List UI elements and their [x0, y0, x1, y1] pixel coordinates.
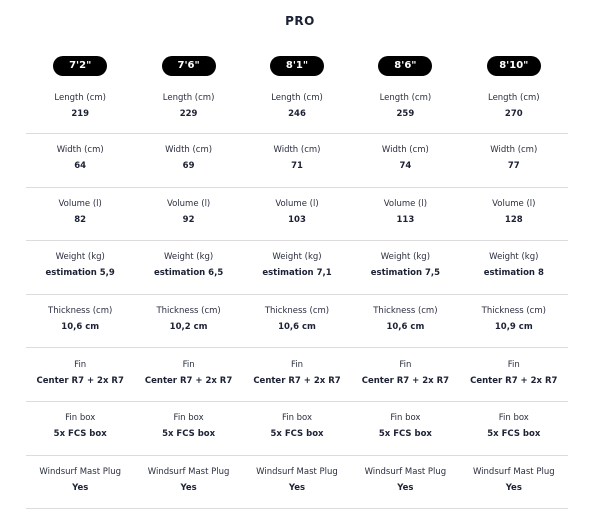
spec-value: 10,6 cm	[278, 322, 316, 333]
spec-cell	[351, 188, 459, 241]
spec-value: 5x FCS box	[270, 429, 324, 440]
spec-value: Center R7 + 2x R7	[36, 375, 124, 386]
spec-label: Length (cm)	[487, 92, 540, 103]
spec-value: 64	[74, 161, 87, 172]
spec-label: Weight (kg)	[489, 252, 539, 263]
spec-cell	[460, 402, 568, 455]
spec-cell	[26, 188, 134, 241]
spec-row-length	[26, 82, 568, 134]
spec-row-volume	[26, 188, 568, 242]
spec-cell	[351, 241, 459, 294]
spec-value: 92	[182, 214, 195, 225]
spec-label: Length (cm)	[54, 92, 106, 103]
spec-label: Volume (l)	[383, 198, 428, 209]
spec-label: Weight (kg)	[163, 252, 214, 263]
spec-label: Width (cm)	[56, 145, 104, 156]
spec-label: Windsurf Mast Plug	[256, 466, 338, 477]
spec-value: estimation 5,9	[45, 268, 115, 279]
size-pill-7-2[interactable]: 7'2"	[53, 56, 107, 76]
spec-label: Fin	[182, 359, 195, 370]
spec-label: Fin box	[498, 413, 529, 424]
spec-value: 10,6 cm	[386, 322, 425, 333]
spec-cell	[134, 456, 242, 509]
spec-cell	[243, 456, 351, 509]
spec-value: Yes	[505, 482, 522, 493]
size-pill-cell	[26, 56, 134, 76]
spec-cell	[26, 295, 134, 348]
spec-cell	[134, 82, 242, 133]
spec-label: Width (cm)	[381, 145, 429, 156]
size-pill-8-10[interactable]: 8'10"	[487, 56, 541, 76]
spec-cell	[26, 348, 134, 401]
spec-cell	[460, 456, 568, 509]
spec-label: Fin	[290, 359, 303, 370]
spec-value: 113	[396, 214, 415, 225]
spec-label: Thickness (cm)	[373, 306, 438, 317]
spec-cell	[134, 188, 242, 241]
spec-label: Fin box	[173, 413, 204, 424]
spec-cell	[26, 456, 134, 509]
size-pill-cell	[351, 56, 459, 76]
spec-cell	[460, 134, 568, 187]
spec-value: 103	[288, 214, 306, 225]
spec-value: estimation 8	[483, 268, 544, 279]
spec-value: 74	[399, 161, 412, 172]
spec-cell	[243, 348, 351, 401]
spec-cell	[243, 295, 351, 348]
spec-row-width	[26, 134, 568, 188]
size-selector	[26, 52, 568, 80]
spec-cell	[26, 82, 134, 133]
spec-label: Width (cm)	[273, 145, 321, 156]
spec-label: Windsurf Mast Plug	[472, 466, 555, 477]
spec-label: Length (cm)	[162, 92, 215, 103]
spec-value: 5x FCS box	[53, 429, 107, 440]
spec-value: 71	[291, 161, 303, 172]
spec-value: 128	[504, 214, 523, 225]
spec-value: 10,6 cm	[61, 322, 100, 333]
spec-label: Length (cm)	[379, 92, 432, 103]
spec-value: Yes	[72, 482, 89, 493]
spec-label: Weight (kg)	[272, 252, 322, 263]
spec-label: Width (cm)	[490, 145, 538, 156]
spec-value: 5x FCS box	[487, 429, 541, 440]
spec-cell	[460, 348, 568, 401]
spec-label: Thickness (cm)	[48, 306, 113, 317]
spec-row-fin-box	[26, 402, 568, 456]
size-pill-cell	[460, 56, 568, 76]
spec-value: 69	[182, 161, 195, 172]
spec-row-weight	[26, 241, 568, 295]
size-pill-cell	[134, 56, 242, 76]
spec-value: Center R7 + 2x R7	[253, 375, 341, 386]
spec-label: Volume (l)	[166, 198, 211, 209]
spec-cell	[351, 402, 459, 455]
spec-cell	[243, 134, 351, 187]
size-pill-8-1[interactable]: 8'1"	[270, 56, 324, 76]
spec-value: 219	[71, 108, 90, 119]
spec-cell	[243, 82, 351, 133]
spec-value: 259	[396, 108, 415, 119]
spec-value: Center R7 + 2x R7	[361, 375, 450, 386]
spec-label: Weight (kg)	[380, 252, 431, 263]
spec-value: Yes	[180, 482, 197, 493]
spec-value: 77	[507, 161, 520, 172]
spec-cell	[134, 295, 242, 348]
spec-cell	[351, 348, 459, 401]
size-pill-7-6[interactable]: 7'6"	[162, 56, 216, 76]
spec-cell	[26, 241, 134, 294]
spec-value: 10,2 cm	[169, 322, 208, 333]
spec-label: Fin	[399, 359, 412, 370]
spec-value: estimation 6,5	[153, 268, 224, 279]
spec-value: Yes	[288, 482, 306, 493]
spec-cell	[460, 82, 568, 133]
spec-label: Fin	[74, 359, 87, 370]
spec-label: Thickness (cm)	[156, 306, 221, 317]
spec-cell	[26, 402, 134, 455]
spec-cell	[26, 134, 134, 187]
spec-label: Weight (kg)	[55, 252, 105, 263]
spec-label: Volume (l)	[492, 198, 536, 209]
spec-value: 5x FCS box	[162, 429, 216, 440]
spec-label: Windsurf Mast Plug	[364, 466, 447, 477]
spec-cell	[351, 134, 459, 187]
spec-cell	[134, 241, 242, 294]
spec-cell	[134, 348, 242, 401]
size-pill-cell	[243, 56, 351, 76]
spec-cell	[351, 295, 459, 348]
spec-label: Fin	[507, 359, 520, 370]
spec-cell	[351, 456, 459, 509]
spec-row-fin	[26, 348, 568, 402]
spec-cell	[460, 295, 568, 348]
spec-label: Windsurf Mast Plug	[39, 466, 122, 477]
spec-row-thickness	[26, 295, 568, 349]
spec-value: 229	[179, 108, 198, 119]
spec-cell	[134, 134, 242, 187]
spec-label: Fin box	[281, 413, 313, 424]
spec-value: 270	[504, 108, 523, 119]
spec-label: Width (cm)	[165, 145, 213, 156]
spec-value: 246	[288, 108, 306, 119]
spec-table	[26, 52, 568, 509]
spec-value: 5x FCS box	[378, 429, 432, 440]
spec-label: Volume (l)	[275, 198, 319, 209]
spec-label: Thickness (cm)	[481, 306, 546, 317]
spec-value: 10,9 cm	[494, 322, 533, 333]
spec-value: Center R7 + 2x R7	[144, 375, 233, 386]
size-pill-8-6[interactable]: 8'6"	[378, 56, 432, 76]
spec-cell	[243, 241, 351, 294]
spec-label: Windsurf Mast Plug	[147, 466, 230, 477]
spec-value: estimation 7,1	[262, 268, 332, 279]
spec-label: Volume (l)	[58, 198, 102, 209]
spec-cell	[243, 402, 351, 455]
spec-row-mast-plug	[26, 456, 568, 510]
spec-value: estimation 7,5	[370, 268, 441, 279]
spec-label: Length (cm)	[271, 92, 323, 103]
spec-label: Fin box	[65, 413, 96, 424]
spec-cell	[243, 188, 351, 241]
spec-label: Thickness (cm)	[264, 306, 330, 317]
spec-cell	[351, 82, 459, 133]
spec-cell	[460, 241, 568, 294]
spec-label: Fin box	[390, 413, 421, 424]
spec-cell	[460, 188, 568, 241]
page-title: PRO	[285, 14, 315, 28]
spec-value: Yes	[397, 482, 414, 493]
spec-value: Center R7 + 2x R7	[470, 375, 558, 386]
spec-value: 82	[74, 214, 87, 225]
spec-cell	[134, 402, 242, 455]
